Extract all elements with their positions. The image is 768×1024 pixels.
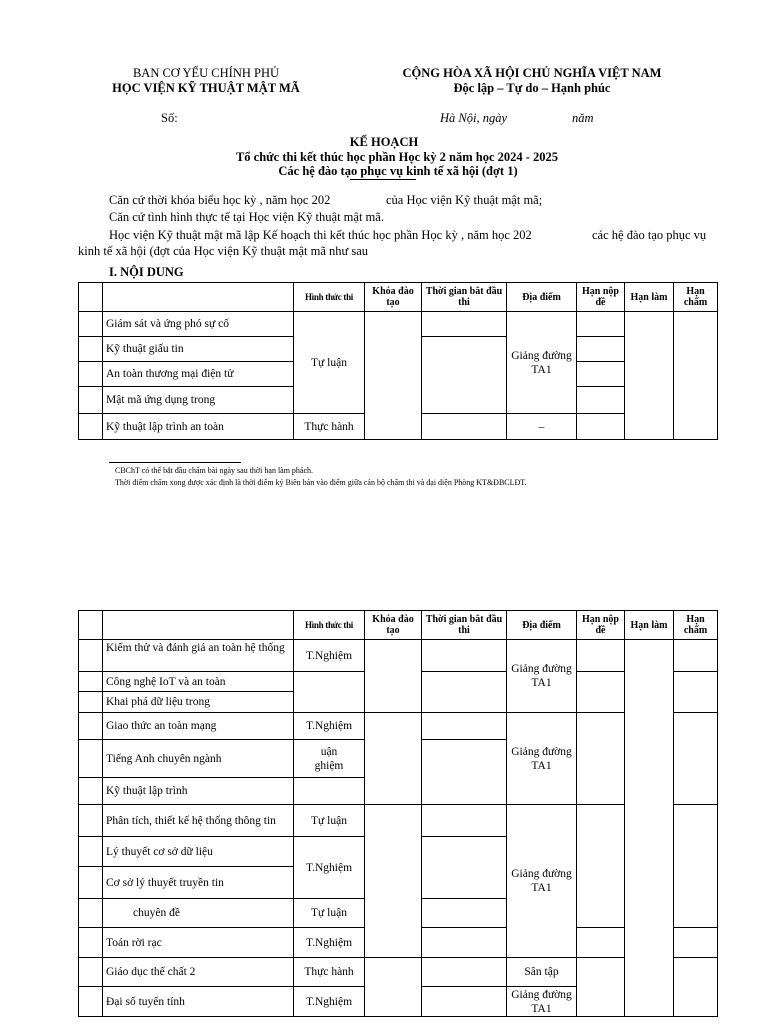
footnote-separator: [109, 462, 241, 463]
subject-name: Cơ sở lý thuyết truyền tin: [103, 867, 294, 899]
col-course: Khóa đào tạo: [365, 611, 422, 640]
col-start-time: Thời gian bắt đầu thi: [422, 611, 507, 640]
subject-name: Tiếng Anh chuyên ngành: [103, 740, 294, 778]
col-course: Khóa đào tạo: [365, 283, 422, 312]
exam-format: Thực hành: [294, 958, 365, 987]
exam-format: uận ghiệm: [294, 740, 365, 778]
table-header-row: [79, 283, 718, 312]
intro-p3-end: các hệ đào tạo phục vụ: [592, 228, 707, 242]
plan-subtitle-2: Các hệ đào tạo phục vụ kinh tế xã hội (đợt 1): [278, 164, 518, 178]
table-row: [79, 805, 718, 837]
table-row: [79, 640, 718, 672]
table-row: [79, 713, 718, 740]
subject-name: Khai phá dữ liệu trong: [103, 692, 294, 713]
exam-location: Sân tập: [507, 958, 577, 987]
col-start-time: Thời gian bắt đầu thi: [422, 283, 507, 312]
exam-table-2: [78, 610, 718, 1017]
exam-format: Tự luận: [294, 312, 365, 414]
exam-location: Giảng đường TA1: [507, 312, 577, 414]
table-header-row: [79, 611, 718, 640]
section-heading: I. NỘI DUNG: [109, 265, 184, 279]
intro-p3-cont: kinh tế xã hội (đợt của Học viện Kỹ thuật mật mã như sau: [78, 244, 369, 258]
col-grade-deadline: Hạn chấm: [674, 283, 718, 312]
subject-name: chuyên đề: [103, 899, 294, 928]
subject-name: Giao thức an toàn mạng: [103, 713, 294, 740]
exam-format: Thực hành: [294, 414, 365, 440]
subject-name: Kỹ thuật lập trình: [103, 778, 294, 805]
exam-format: T.Nghiệm: [294, 640, 365, 672]
intro-p1-end: của Học viện Kỹ thuật mật mã;: [386, 193, 543, 207]
exam-location: –: [507, 414, 577, 440]
exam-table-1: [78, 282, 718, 440]
exam-format: T.Nghiệm: [294, 837, 365, 899]
motto: Độc lập – Tự do – Hạnh phúc: [453, 81, 611, 95]
subject-name: Phân tích, thiết kế hệ thống thông tin: [103, 805, 294, 837]
subject-name: Kỹ thuật giấu tin: [103, 337, 294, 362]
col-work-deadline: Hạn làm: [625, 283, 674, 312]
exam-location: Giảng đường TA1: [507, 805, 577, 958]
exam-location: Giảng đường TA1: [507, 987, 577, 1017]
col-format: Hình thức thi: [294, 611, 365, 640]
title-underline: [350, 179, 416, 180]
intro-p3: Học viện Kỹ thuật mật mã lập Kế hoạch thi kết thúc học phần Học kỳ , năm học 202: [109, 228, 532, 242]
subject-name: Giám sát và ứng phó sự cố: [103, 312, 294, 337]
subject-name: Kiểm thử và đánh giá an toàn hệ thống: [103, 640, 294, 672]
country-name: CỘNG HÒA XÃ HỘI CHỦ NGHĨA VIỆT NAM: [402, 66, 662, 80]
exam-format: Tự luận: [294, 805, 365, 837]
subject-name: Đại số tuyến tính: [103, 987, 294, 1017]
table-row: [79, 958, 718, 987]
document-number-label: Số:: [161, 111, 178, 125]
col-submit-deadline: Hạn nộp đề: [577, 611, 625, 640]
subject-name: An toàn thương mại điện tử: [103, 362, 294, 387]
col-location: Địa điểm: [507, 611, 577, 640]
subject-name: Kỹ thuật lập trình an toàn: [103, 414, 294, 440]
ministry-name: BAN CƠ YẾU CHÍNH PHỦ: [132, 66, 280, 80]
table-row: [79, 312, 718, 337]
intro-p1: Căn cứ thời khóa biểu học kỳ , năm học 202: [109, 193, 331, 207]
plan-subtitle: Tổ chức thi kết thúc học phần Học kỳ 2 năm học 2024 - 2025: [235, 150, 559, 164]
col-work-deadline: Hạn làm: [625, 611, 674, 640]
exam-location: Giảng đường TA1: [507, 640, 577, 713]
exam-location: Giảng đường TA1: [507, 713, 577, 805]
col-grade-deadline: Hạn chấm: [674, 611, 718, 640]
col-submit-deadline: Hạn nộp đề: [577, 283, 625, 312]
institution-name: HỌC VIỆN KỸ THUẬT MẬT MÃ: [112, 81, 300, 95]
exam-format: Tự luận: [294, 899, 365, 928]
intro-p2: Căn cứ tình hình thực tế tại Học viện Kỹ thuật mật mã.: [109, 210, 384, 224]
subject-name: Toán rời rạc: [103, 928, 294, 958]
footnote-1: CBChT có thể bắt đầu chấm bài ngày sau thời hạn làm phách.: [115, 466, 314, 475]
exam-format: T.Nghiệm: [294, 928, 365, 958]
exam-format: T.Nghiệm: [294, 987, 365, 1017]
subject-name: Mật mã ứng dụng trong: [103, 387, 294, 414]
subject-name: Giáo dục thể chất 2: [103, 958, 294, 987]
col-location: Địa điểm: [507, 283, 577, 312]
col-format: Hình thức thi: [294, 283, 365, 312]
col-subject: [103, 283, 294, 312]
subject-name: Công nghệ IoT và an toàn: [103, 672, 294, 692]
exam-format: T.Nghiệm: [294, 713, 365, 740]
header-right: [380, 66, 684, 96]
col-stt: [79, 283, 103, 312]
date-year: năm: [572, 111, 594, 125]
plan-title: KẾ HOẠCH: [349, 135, 419, 149]
header-left: [100, 66, 312, 96]
place-date: Hà Nội, ngày: [440, 111, 508, 125]
footnote-2: Thời điểm chấm xong được xác định là thời điểm ký Biên bản vào điểm giữa cán bộ chấm thi và đại diện Phòng KT&ĐBCLĐT.: [115, 478, 527, 487]
subject-name: Lý thuyết cơ sở dữ liệu: [103, 837, 294, 867]
